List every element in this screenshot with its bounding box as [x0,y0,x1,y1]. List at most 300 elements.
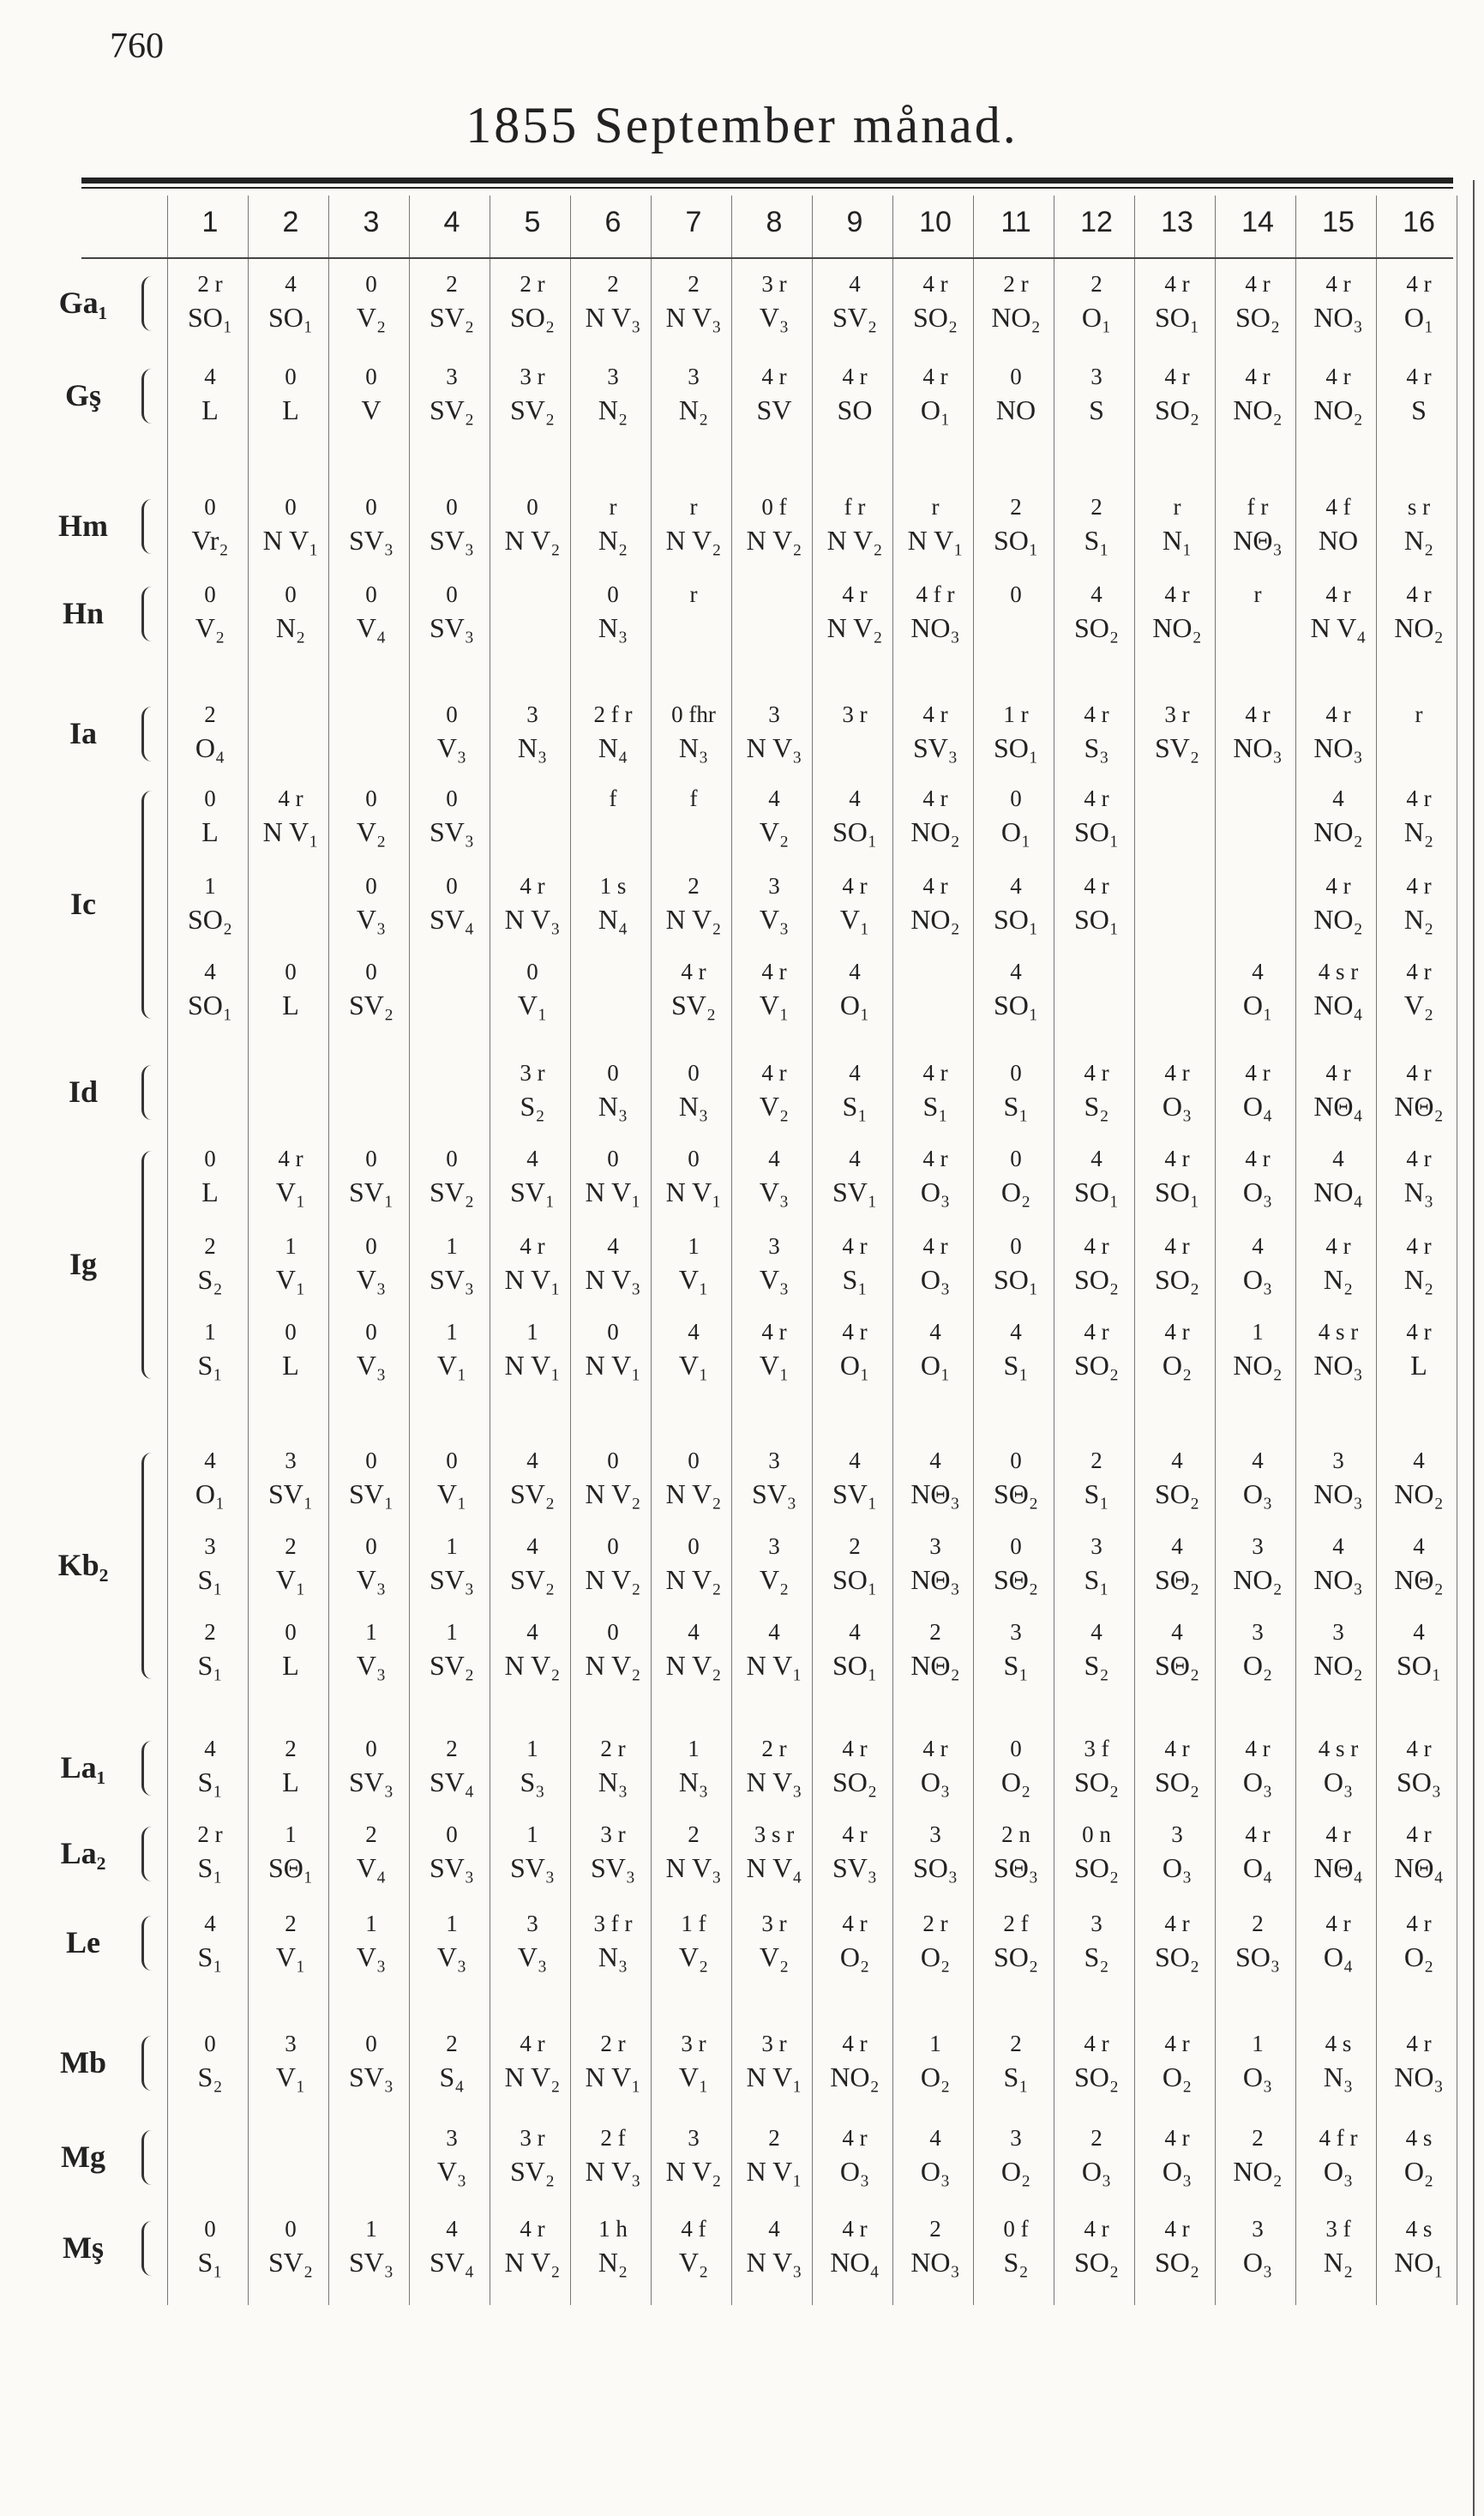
wind-direction-value: SV₃ [429,1264,475,1295]
cloud-cover-value [412,1062,492,1092]
wind-direction-value: L [201,1177,219,1207]
wind-direction-value: SV₃ [348,1767,394,1797]
cloud-cover-value: 4 r [1245,1060,1271,1086]
wind-direction-value: N V₂ [585,1650,641,1681]
observation-cell [734,1235,814,1293]
cloud-cover-value: 4 f [681,2216,706,2242]
observation-cell [1217,960,1298,1019]
station-label: La₂ [60,1836,106,1870]
wind-direction-value: NO₃ [1394,2062,1444,2092]
wind-direction-value: NΘ₂ [1394,1091,1444,1122]
wind-direction-value: O₃ [920,1767,951,1797]
cloud-cover-value: 0 [688,1533,700,1559]
observation-cell [1298,787,1379,846]
observation-cell [1056,2127,1137,2185]
cloud-cover-value: 4 s [1325,2031,1352,2056]
wind-direction-value: S₁ [1003,1350,1029,1381]
wind-direction-value: SO₃ [912,1852,958,1883]
cloud-cover-value: 4 [1332,785,1344,811]
cloud-cover-value: 2 [1252,2125,1264,2151]
observation-cell [1137,1147,1217,1206]
cloud-cover-value: 2 [849,1533,861,1559]
wind-direction-value: NO₂ [1313,816,1363,847]
column-header-day-6: 6 [604,206,622,238]
wind-direction-value: S₁ [1003,1091,1029,1122]
observation-cell [1137,703,1217,761]
wind-direction-value: N V₂ [665,904,722,935]
observation-cell [1298,273,1379,331]
observation-cell [1379,703,1459,734]
wind-direction-value: SV₂ [429,394,475,425]
wind-direction-value: N V₃ [665,1852,722,1883]
cloud-cover-value: 2 r [520,271,545,297]
observation-cell [1137,1823,1217,1881]
wind-direction-value: N V₂ [665,525,722,556]
cloud-cover-value: 4 r [842,2125,868,2151]
observation-cell [170,2127,250,2158]
wind-direction-value: O₂ [1403,2156,1434,2187]
cloud-cover-value: 4 r [1406,873,1432,899]
wind-direction-value: NO₃ [1313,1478,1363,1509]
station-brace [141,1065,153,1120]
observation-cell [814,787,895,846]
cloud-cover-value: 0 [365,785,377,811]
cloud-cover-value [1137,875,1217,906]
observation-cell [170,2032,250,2091]
wind-direction-value: V₁ [678,1350,709,1381]
cloud-cover-value: 0 [526,959,538,984]
observation-cell [1137,1449,1217,1508]
wind-direction-value: NO₂ [1233,1564,1283,1595]
wind-direction-value: S₂ [1084,1091,1109,1122]
wind-direction-value: NO₂ [910,816,960,847]
observation-cell [250,1321,331,1379]
observation-cell [1056,1823,1137,1881]
wind-direction-value: N V₁ [585,1177,641,1207]
observation-cell [331,1235,412,1293]
wind-direction-value: SV₃ [429,612,475,643]
wind-direction-value: O₃ [920,2156,951,2187]
cloud-cover-value: 4 [1252,959,1264,984]
wind-direction-value: V₁ [275,2062,306,2092]
observation-cell [1379,1321,1459,1379]
observation-cell [1056,1621,1137,1679]
wind-direction-value: V₂ [759,1941,790,1972]
wind-direction-value: N₂ [678,394,709,425]
wind-direction-value: SO₁ [1073,904,1120,935]
cloud-cover-value: 3 r [520,364,545,389]
cloud-cover-value: 0 [1010,581,1022,607]
cloud-cover-value: 2 [446,1736,458,1761]
observation-cell [1298,1737,1379,1796]
wind-direction-value: V₃ [356,1650,387,1681]
cloud-cover-value: 3 [1090,1533,1102,1559]
cloud-cover-value: 4 [929,1448,941,1473]
observation-cell [814,365,895,424]
observation-cell [653,875,734,933]
observation-cell [895,787,976,846]
observation-cell [1298,2032,1379,2091]
wind-direction-value: SO₁ [187,302,233,333]
observation-cell [492,875,573,933]
cloud-cover-value: 4 [849,785,861,811]
wind-direction-value: NO₄ [830,2247,880,2278]
wind-direction-value: N V₂ [585,1564,641,1595]
cloud-cover-value: 2 [446,2031,458,2056]
cloud-cover-value: 4 r [1164,1911,1190,1936]
cloud-cover-value: 1 [446,1911,458,1936]
wind-direction-value: V [361,394,382,425]
cloud-cover-value: 1 [204,1319,216,1345]
wind-direction-value: O₃ [1242,1264,1273,1295]
cloud-cover-value: 4 r [1164,1146,1190,1171]
wind-direction-value: SO₂ [1073,1264,1120,1295]
wind-direction-value: S₂ [1003,2247,1029,2278]
cloud-cover-value: 4 s r [1318,959,1359,984]
observation-cell [250,960,331,1019]
wind-direction-value: O₂ [1162,2062,1193,2092]
observation-cell [1137,1621,1217,1679]
observation-cell [1056,583,1137,641]
cloud-cover-value: 4 r [1245,1736,1271,1761]
wind-direction-value: V₃ [356,1350,387,1381]
wind-direction-value: O₄ [1323,1941,1354,1972]
wind-direction-value: SV₃ [832,1852,878,1883]
station-brace [141,2130,153,2185]
wind-direction-value: S₁ [197,1564,223,1595]
observation-cell [1217,496,1298,554]
wind-direction-value: N V₁ [262,525,319,556]
wind-direction-value: O₁ [1403,302,1434,333]
observation-cell [331,1321,412,1379]
wind-direction-value: SO₁ [832,816,878,847]
observation-cell [1379,960,1459,1019]
wind-direction-value: S₁ [1003,2062,1029,2092]
observation-cell [1379,1449,1459,1508]
cloud-cover-value: 0 [365,581,377,607]
wind-direction-value: NO [1318,525,1359,556]
observation-cell [976,960,1056,1019]
cloud-cover-value: 0 fhr [671,701,716,727]
observation-cell [412,1062,492,1092]
cloud-cover-value: 2 [1090,2125,1102,2151]
column-header-day-4: 4 [443,206,460,238]
wind-direction-value: N V₁ [746,2156,802,2187]
station-brace [141,499,153,554]
cloud-cover-value: 1 [446,1319,458,1345]
observation-cell [653,273,734,331]
wind-direction-value: SΘ₂ [1154,1650,1200,1681]
wind-direction-value: S₂ [1084,1650,1109,1681]
wind-direction-value: SΘ₃ [993,1852,1039,1883]
observation-cell [734,1823,814,1881]
cloud-cover-value: 4 [285,271,297,297]
observation-cell [250,2032,331,2091]
wind-direction-value: SV₃ [348,525,394,556]
cloud-cover-value: 4 r [842,1233,868,1259]
cloud-cover-value: f r [844,494,866,520]
cloud-cover-value: 3 [768,1533,780,1559]
cloud-cover-value [573,960,653,991]
wind-direction-value: SV₃ [348,2062,394,2092]
cloud-cover-value: 4 r [520,873,545,899]
observation-cell [250,273,331,331]
observation-cell [976,365,1056,424]
observation-cell [814,875,895,933]
observation-cell [1056,1235,1137,1293]
observation-cell [1056,1737,1137,1796]
wind-direction-value: NO₃ [1313,1350,1363,1381]
observation-cell [492,703,573,761]
wind-direction-value: NO₄ [1313,990,1363,1020]
observation-cell [250,1912,331,1971]
cloud-cover-value: 4 r [1325,581,1351,607]
observation-cell [1137,1535,1217,1593]
station-brace [141,276,153,331]
observation-cell [492,1062,573,1120]
observation-cell [170,1147,250,1206]
observation-cell [573,2218,653,2276]
wind-direction-value: O₂ [1162,1350,1193,1381]
observation-cell [814,273,895,331]
observation-cell [734,2218,814,2276]
observation-cell [573,875,653,933]
cloud-cover-value: 0 [365,494,377,520]
observation-cell [412,2032,492,2091]
wind-direction-value: SO₂ [1154,1941,1200,1972]
observation-cell [250,1235,331,1293]
observation-cell [331,2127,412,2158]
observation-cell [895,1737,976,1796]
observation-cell [1056,1062,1137,1120]
observation-cell [573,2127,653,2185]
wind-direction-value: V₁ [839,904,870,935]
cloud-cover-value: 4 r [922,1146,948,1171]
wind-direction-value: O₃ [1162,1852,1193,1883]
cloud-cover-value: 2 [1010,2031,1022,2056]
cloud-cover-value: 4 r [761,959,787,984]
observation-cell [734,496,814,554]
cloud-cover-value [734,583,814,614]
wind-direction-value: SO₁ [832,1650,878,1681]
wind-direction-value: N V₂ [665,1564,722,1595]
cloud-cover-value: 4 f r [916,581,955,607]
observation-cell [573,1062,653,1120]
wind-direction-value: V₂ [759,1564,790,1595]
wind-direction-value: S₁ [197,1941,223,1972]
cloud-cover-value: 2 [285,1533,297,1559]
cloud-cover-value: 3 r [761,1911,787,1936]
wind-direction-value: L [282,1350,299,1381]
observation-cell [170,496,250,554]
cloud-cover-value [250,1062,331,1092]
wind-direction-value: L [282,1650,299,1681]
observation-cell [734,2032,814,2091]
observation-cell [653,1737,734,1796]
observation-cell [1379,875,1459,933]
cloud-cover-value: 3 [768,701,780,727]
wind-direction-value: V₃ [436,2156,467,2187]
wind-direction-value: O₃ [839,2156,870,2187]
wind-direction-value: S₂ [197,2062,223,2092]
cloud-cover-value: 4 [1252,1448,1264,1473]
wind-direction-value: SV₃ [751,1478,797,1509]
cloud-cover-value: 4 r [1406,1911,1432,1936]
wind-direction-value: V₃ [759,904,790,935]
cloud-cover-value: 3 [929,1821,941,1847]
observation-cell [250,2127,331,2158]
wind-direction-value: S₁ [197,1852,223,1883]
observation-cell [1379,1062,1459,1120]
column-header-day-10: 10 [919,206,952,238]
observation-cell [1379,365,1459,424]
observation-cell [895,1823,976,1881]
observation-cell [1298,1147,1379,1206]
cloud-cover-value: 2 [929,2216,941,2242]
cloud-cover-value: 3 r [520,2125,545,2151]
observation-cell [412,1147,492,1206]
column-header-day-3: 3 [363,206,380,238]
wind-direction-value: SO₁ [1396,1650,1442,1681]
observation-cell [573,1449,653,1508]
wind-direction-value: N V₁ [585,2062,641,2092]
cloud-cover-value: 3 [1171,1821,1183,1847]
station-brace [141,2221,153,2276]
cloud-cover-value: 4 r [1325,1821,1351,1847]
cloud-cover-value: 0 [446,785,458,811]
wind-direction-value: V₁ [275,1564,306,1595]
cloud-cover-value: 4 [1332,1533,1344,1559]
observation-cell [1056,1912,1137,1971]
observation-cell [573,1321,653,1379]
wind-direction-value: N V₂ [504,525,561,556]
wind-direction-value: O₃ [1242,2247,1273,2278]
observation-cell [653,365,734,424]
column-divider [167,196,168,2305]
wind-direction-value: O₂ [1403,1941,1434,1972]
wind-direction-value: N₂ [598,525,628,556]
wind-direction-value: NΘ₃ [1233,525,1283,556]
observation-cell [1298,875,1379,933]
station-brace [141,1453,153,1679]
observation-cell [170,2218,250,2276]
wind-direction-value: V₁ [678,2062,709,2092]
cloud-cover-value: 0 [1010,1233,1022,1259]
wind-direction-value: V₁ [275,1264,306,1295]
cloud-cover-value: 4 r [1084,1233,1109,1259]
wind-direction-value: O₁ [1081,302,1112,333]
observation-cell [1379,1235,1459,1293]
observation-cell [412,1823,492,1881]
cloud-cover-value: 4 [688,1319,700,1345]
cloud-cover-value: 4 r [1245,364,1271,389]
observation-cell [1217,2032,1298,2091]
wind-direction-value: O₃ [1242,1177,1273,1207]
wind-direction-value: N V₂ [665,1478,722,1509]
station-brace [141,1827,153,1881]
observation-cell [492,1235,573,1293]
observation-cell [653,583,734,614]
cloud-cover-value: 4 [204,1911,216,1936]
observation-cell [976,1535,1056,1593]
cloud-cover-value: 0 [365,1533,377,1559]
wind-direction-value: N₂ [1403,1264,1434,1295]
observation-cell [492,960,573,1019]
wind-direction-value: N V₂ [504,2247,561,2278]
wind-direction-value: O₃ [1081,2156,1112,2187]
observation-cell [1298,2127,1379,2185]
cloud-cover-value: 1 [204,873,216,899]
wind-direction-value: V₂ [356,816,387,847]
observation-cell [895,960,976,991]
wind-direction-value: NO₂ [1313,394,1363,425]
wind-direction-value: SO₂ [1073,612,1120,643]
wind-direction-value: N₃ [1403,1177,1434,1207]
cloud-cover-value: 4 [929,2125,941,2151]
wind-direction-value: N V₃ [746,1767,802,1797]
wind-direction-value: L [201,816,219,847]
observation-cell [250,787,331,846]
cloud-cover-value: 4 r [761,364,787,389]
observation-cell [976,1912,1056,1971]
observation-cell [1217,1449,1298,1508]
cloud-cover-value: 1 [688,1233,700,1259]
wind-direction-value: O₃ [1242,1767,1273,1797]
observation-cell [1379,1147,1459,1206]
wind-direction-value: SV₁ [348,1478,394,1509]
observation-cell [170,1737,250,1796]
wind-direction-value: NΘ₂ [910,1650,960,1681]
column-header-day-7: 7 [685,206,702,238]
column-header-day-1: 1 [201,206,219,238]
wind-direction-value: N V₂ [504,1650,561,1681]
cloud-cover-value: 4 [849,1146,861,1171]
cloud-cover-value: 4 [929,1319,941,1345]
cloud-cover-value: f [609,785,617,811]
wind-direction-value: V₂ [759,1091,790,1122]
observation-cell [573,1823,653,1881]
cloud-cover-value: 4 [1413,1533,1425,1559]
cloud-cover-value: 3 [285,2031,297,2056]
observation-cell [170,1235,250,1293]
wind-direction-value: NΘ₃ [910,1564,960,1595]
wind-direction-value: V₃ [517,1941,548,1972]
wind-direction-value: SO₁ [267,302,314,333]
cloud-cover-value: 0 [1010,1736,1022,1761]
cloud-cover-value: 0 [446,701,458,727]
column-header-day-14: 14 [1241,206,1274,238]
observation-cell [573,960,653,991]
cloud-cover-value: 4 s [1405,2125,1433,2151]
observation-cell [1137,2127,1217,2185]
cloud-cover-value: 4 r [1325,701,1351,727]
observation-cell [1379,273,1459,331]
observation-cell [1217,1062,1298,1120]
wind-direction-value: O₁ [839,990,870,1020]
wind-direction-value: L [282,990,299,1020]
wind-direction-value: SO₂ [1235,302,1281,333]
observation-cell [1379,1737,1459,1796]
observation-cell [170,273,250,331]
cloud-cover-value: 4 [1332,1146,1344,1171]
cloud-cover-value: 3 [1010,2125,1022,2151]
cloud-cover-value: 4 [849,271,861,297]
wind-direction-value: N₄ [598,732,628,763]
wind-direction-value: O₃ [920,1177,951,1207]
cloud-cover-value: 0 [607,1533,619,1559]
cloud-cover-value: 4 [1413,1619,1425,1645]
wind-direction-value: SV₁ [348,1177,394,1207]
